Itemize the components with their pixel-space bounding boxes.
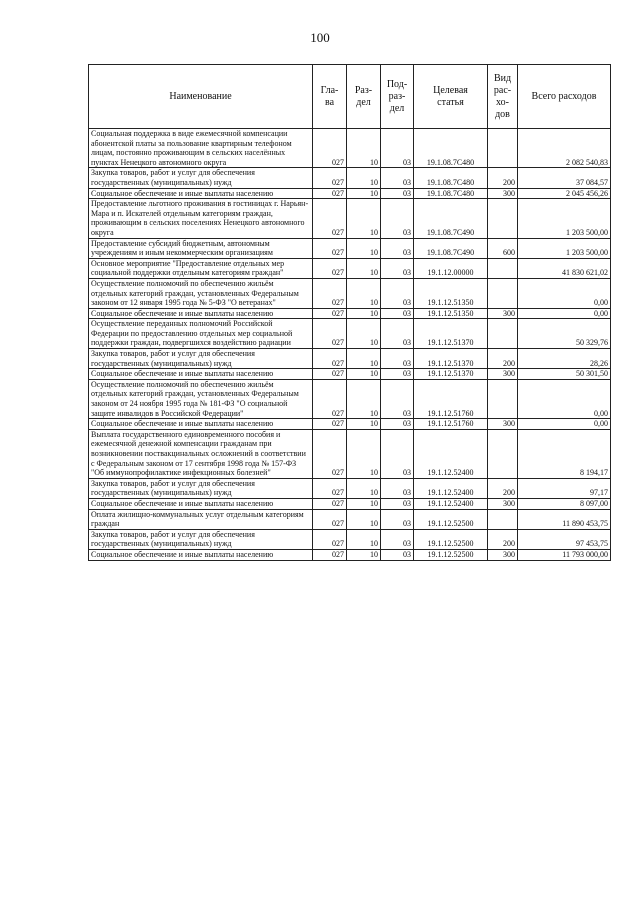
row-total: 28,26: [518, 349, 611, 369]
table-body: [89, 129, 611, 561]
row-subsection: 03: [381, 349, 414, 369]
row-total: 1 203 500,00: [518, 199, 611, 238]
row-section: 10: [347, 429, 381, 478]
row-total: 8 194,17: [518, 429, 611, 478]
row-type: [488, 129, 518, 168]
header-chapter: Гла- ва: [313, 65, 347, 129]
row-section: 10: [347, 258, 381, 278]
row-section: 10: [347, 529, 381, 549]
row-name: Социальная поддержка в виде ежемесячной компенсации абонентской платы за пользование квартирным телефоном лицам, постоянно проживающим в сельских населённых пунктах Ненецкого автономного округа: [89, 129, 313, 168]
row-target: 19.1.12.51350: [414, 278, 488, 308]
row-name: Закупка товаров, работ и услуг для обеспечения государственных (муниципальных) нужд: [89, 168, 313, 188]
row-chapter: 027: [313, 429, 347, 478]
table-row: [89, 258, 611, 278]
row-name: Предоставление субсидий бюджетным, автономным учреждениям и иным некоммерческим организациям: [89, 238, 313, 258]
row-chapter: 027: [313, 199, 347, 238]
row-subsection: 03: [381, 498, 414, 509]
table-row: [89, 238, 611, 258]
row-subsection: 03: [381, 168, 414, 188]
row-name: Закупка товаров, работ и услуг для обеспечения государственных (муниципальных) нужд: [89, 349, 313, 369]
row-name: Социальное обеспечение и иные выплаты населению: [89, 549, 313, 560]
header-row: [89, 65, 611, 129]
table-row: [89, 349, 611, 369]
row-total: 50 329,76: [518, 319, 611, 349]
row-name: Осуществление переданных полномочий Российской Федерации по предоставлению отдельных мер социальной поддержки граждан, подвергшихся воздействию радиации: [89, 319, 313, 349]
row-total: 2 045 456,26: [518, 188, 611, 199]
row-type: 300: [488, 498, 518, 509]
row-type: [488, 319, 518, 349]
row-chapter: 027: [313, 278, 347, 308]
row-subsection: 03: [381, 478, 414, 498]
row-target: 19.1.12.51350: [414, 308, 488, 319]
row-target: 19.1.12.52400: [414, 478, 488, 498]
row-target: 19.1.12.52500: [414, 529, 488, 549]
row-chapter: 027: [313, 478, 347, 498]
row-type: 200: [488, 478, 518, 498]
table-row: [89, 129, 611, 168]
row-type: [488, 379, 518, 418]
row-target: 19.1.12.51370: [414, 349, 488, 369]
row-section: 10: [347, 199, 381, 238]
row-type: [488, 199, 518, 238]
row-name: Закупка товаров, работ и услуг для обеспечения государственных (муниципальных) нужд: [89, 529, 313, 549]
row-total: 2 082 540,83: [518, 129, 611, 168]
row-section: 10: [347, 369, 381, 380]
row-total: 97 453,75: [518, 529, 611, 549]
row-target: 19.1.12.51760: [414, 379, 488, 418]
row-subsection: 03: [381, 429, 414, 478]
table-row: [89, 549, 611, 560]
row-subsection: 03: [381, 308, 414, 319]
row-target: 19.1.08.7С490: [414, 199, 488, 238]
header-name: Наименование: [89, 65, 313, 129]
row-name: Социальное обеспечение и иные выплаты населению: [89, 369, 313, 380]
row-section: 10: [347, 188, 381, 199]
row-chapter: 027: [313, 549, 347, 560]
table-row: [89, 278, 611, 308]
row-section: 10: [347, 419, 381, 430]
row-type: 300: [488, 419, 518, 430]
row-subsection: 03: [381, 129, 414, 168]
table-row: [89, 199, 611, 238]
row-subsection: 03: [381, 238, 414, 258]
row-name: Осуществление полномочий по обеспечению жильём отдельных категорий граждан, установленных Федеральным законом от 24 ноября 1995 года № 181-ФЗ "О социальной защите инвалидов в Российской Федерации": [89, 379, 313, 418]
row-target: 19.1.12.52400: [414, 498, 488, 509]
row-chapter: 027: [313, 308, 347, 319]
row-subsection: 03: [381, 379, 414, 418]
row-total: 11 890 453,75: [518, 509, 611, 529]
row-section: 10: [347, 509, 381, 529]
budget-table: [88, 64, 611, 561]
row-total: 97,17: [518, 478, 611, 498]
row-total: 0,00: [518, 278, 611, 308]
row-target: 19.1.12.00000: [414, 258, 488, 278]
row-section: 10: [347, 278, 381, 308]
row-target: 19.1.08.7С480: [414, 129, 488, 168]
row-chapter: 027: [313, 349, 347, 369]
row-total: 41 830 621,02: [518, 258, 611, 278]
row-section: 10: [347, 308, 381, 319]
row-type: [488, 258, 518, 278]
table-row: [89, 478, 611, 498]
row-chapter: 027: [313, 238, 347, 258]
row-section: 10: [347, 129, 381, 168]
row-total: 50 301,50: [518, 369, 611, 380]
row-total: 0,00: [518, 379, 611, 418]
header-section: Раз- дел: [347, 65, 381, 129]
row-type: [488, 278, 518, 308]
table-row: [89, 529, 611, 549]
row-name: Основное мероприятие "Предоставление отдельных мер социальной поддержки отдельным категориям граждан": [89, 258, 313, 278]
table-row: [89, 429, 611, 478]
table-row: [89, 319, 611, 349]
row-target: 19.1.12.51370: [414, 369, 488, 380]
table-row: [89, 509, 611, 529]
row-total: 11 793 000,00: [518, 549, 611, 560]
row-name: Предоставление льготного проживания в гостиницах г. Нарьян-Мара и п. Искателей отдельным категориям граждан, проживающим в сельских поселениях Ненецкого автономного округа: [89, 199, 313, 238]
row-type: 300: [488, 188, 518, 199]
row-section: 10: [347, 379, 381, 418]
row-chapter: 027: [313, 188, 347, 199]
row-type: [488, 509, 518, 529]
table-row: [89, 498, 611, 509]
row-target: 19.1.12.51760: [414, 419, 488, 430]
page-number: 100: [310, 30, 330, 45]
row-total: 37 084,57: [518, 168, 611, 188]
row-type: 300: [488, 308, 518, 319]
row-chapter: 027: [313, 419, 347, 430]
row-chapter: 027: [313, 129, 347, 168]
row-chapter: 027: [313, 258, 347, 278]
row-subsection: 03: [381, 319, 414, 349]
row-total: 0,00: [518, 308, 611, 319]
row-chapter: 027: [313, 379, 347, 418]
row-target: 19.1.08.7С480: [414, 168, 488, 188]
row-total: 0,00: [518, 419, 611, 430]
table-row: [89, 379, 611, 418]
row-type: 200: [488, 529, 518, 549]
row-section: 10: [347, 349, 381, 369]
row-section: 10: [347, 478, 381, 498]
row-chapter: 027: [313, 319, 347, 349]
row-subsection: 03: [381, 369, 414, 380]
table-row: [89, 419, 611, 430]
row-target: 19.1.12.52400: [414, 429, 488, 478]
row-chapter: 027: [313, 509, 347, 529]
row-subsection: 03: [381, 509, 414, 529]
row-subsection: 03: [381, 549, 414, 560]
row-chapter: 027: [313, 369, 347, 380]
row-section: 10: [347, 168, 381, 188]
table-row: [89, 308, 611, 319]
row-name: Социальное обеспечение и иные выплаты населению: [89, 419, 313, 430]
row-name: Выплата государственного единовременного пособия и ежемесячной денежной компенсации гражданам при возникновении поствакцинальных осложнений в соответствии с Федеральным законом от 17 сентября 1998 года № 157-ФЗ "Об иммунопрофилактике инфекционных болезней": [89, 429, 313, 478]
row-chapter: 027: [313, 498, 347, 509]
row-subsection: 03: [381, 419, 414, 430]
row-target: 19.1.08.7С490: [414, 238, 488, 258]
row-target: 19.1.12.52500: [414, 549, 488, 560]
table-row: [89, 168, 611, 188]
row-section: 10: [347, 549, 381, 560]
row-total: 1 203 500,00: [518, 238, 611, 258]
row-name: Социальное обеспечение и иные выплаты населению: [89, 188, 313, 199]
table-row: [89, 188, 611, 199]
row-chapter: 027: [313, 168, 347, 188]
row-subsection: 03: [381, 258, 414, 278]
row-type: 200: [488, 349, 518, 369]
row-type: 300: [488, 369, 518, 380]
row-name: Закупка товаров, работ и услуг для обеспечения государственных (муниципальных) нужд: [89, 478, 313, 498]
header-type: Вид рас- хо- дов: [488, 65, 518, 129]
row-type: 300: [488, 549, 518, 560]
header-total: Всего расходов: [518, 65, 611, 129]
row-subsection: 03: [381, 199, 414, 238]
row-name: Социальное обеспечение и иные выплаты населению: [89, 498, 313, 509]
row-target: 19.1.12.51370: [414, 319, 488, 349]
row-section: 10: [347, 238, 381, 258]
row-type: [488, 429, 518, 478]
row-section: 10: [347, 319, 381, 349]
row-type: 600: [488, 238, 518, 258]
row-subsection: 03: [381, 188, 414, 199]
row-name: Оплата жилищно-коммунальных услуг отдельным категориям граждан: [89, 509, 313, 529]
row-name: Осуществление полномочий по обеспечению жильём отдельных категорий граждан, установленных Федеральным законом от 12 января 1995 года № 5-ФЗ "О ветеранах": [89, 278, 313, 308]
row-subsection: 03: [381, 278, 414, 308]
row-target: 19.1.08.7С480: [414, 188, 488, 199]
row-subsection: 03: [381, 529, 414, 549]
row-target: 19.1.12.52500: [414, 509, 488, 529]
header-target: Целевая статья: [414, 65, 488, 129]
header-subsection: Под- раз- дел: [381, 65, 414, 129]
row-type: 200: [488, 168, 518, 188]
row-section: 10: [347, 498, 381, 509]
table-row: [89, 369, 611, 380]
row-name: Социальное обеспечение и иные выплаты населению: [89, 308, 313, 319]
row-chapter: 027: [313, 529, 347, 549]
row-total: 8 097,00: [518, 498, 611, 509]
